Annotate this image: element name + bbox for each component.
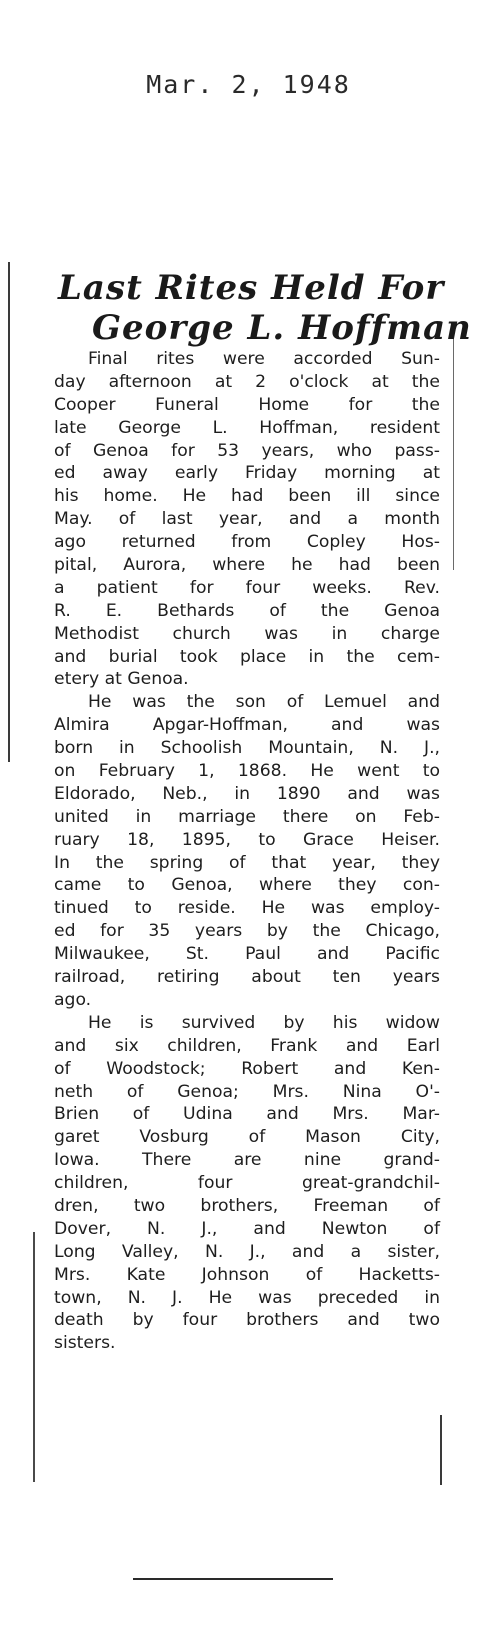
text-line: came to Genoa, where they con- — [54, 875, 440, 896]
text-line: He is survived by his widow — [88, 1012, 440, 1033]
text-line: etery at Genoa. — [54, 669, 189, 690]
obituary-body — [54, 348, 440, 1355]
text-line: tinued to reside. He was employ- — [54, 898, 440, 919]
text-line: on February 1, 1868. He went to — [54, 761, 440, 782]
end-rule — [133, 1578, 333, 1580]
clipping-date: Mar. 2, 1948 — [146, 70, 351, 99]
text-line: Almira Apgar-Hoffman, and was — [54, 715, 440, 736]
text-line: Dover, N. J., and Newton of — [54, 1218, 440, 1239]
text-line: Milwaukee, St. Paul and Pacific — [54, 944, 440, 965]
text-line: In the spring of that year, they — [54, 852, 440, 873]
text-line: united in marriage there on Feb- — [54, 806, 440, 827]
text-line: May. of last year, and a month — [54, 509, 440, 530]
text-line: R. E. Bethards of the Genoa — [54, 600, 440, 621]
column-rule-right — [453, 330, 454, 570]
text-line: ago. — [54, 989, 92, 1010]
text-line: garet Vosburg of Mason City, — [54, 1127, 440, 1148]
headline-line-1: Last Rites Held For — [58, 268, 445, 308]
text-line: his home. He had been ill since — [54, 486, 440, 507]
text-line: Long Valley, N. J., and a sister, — [54, 1241, 440, 1262]
text-line: day afternoon at 2 o'clock at the — [54, 371, 440, 392]
text-line: a patient for four weeks. Rev. — [54, 577, 440, 598]
text-line: neth of Genoa; Mrs. Nina O'- — [54, 1081, 440, 1102]
text-line: Mrs. Kate Johnson of Hacketts- — [54, 1264, 440, 1285]
text-line: children, four great-grandchil- — [54, 1173, 440, 1194]
text-line: ed away early Friday morning at — [54, 463, 440, 484]
text-line: born in Schoolish Mountain, N. J., — [54, 738, 440, 759]
text-line: town, N. J. He was preceded in — [54, 1287, 440, 1308]
headline-line-2: George L. Hoffman — [92, 308, 472, 348]
paragraph-1 — [54, 348, 440, 691]
text-line: and burial took place in the cem- — [54, 646, 440, 667]
text-line: Brien of Udina and Mrs. Mar- — [54, 1104, 440, 1125]
text-line: ruary 18, 1895, to Grace Heiser. — [54, 829, 440, 850]
column-rule-right-lower — [440, 1415, 442, 1485]
text-line: dren, two brothers, Freeman of — [54, 1195, 440, 1216]
text-line: late George L. Hoffman, resident — [54, 417, 440, 438]
text-line: He was the son of Lemuel and — [88, 692, 440, 713]
text-line: Methodist church was in charge — [54, 623, 440, 644]
text-line: Cooper Funeral Home for the — [54, 394, 440, 415]
paragraph-3 — [54, 1012, 440, 1355]
text-line: and six children, Frank and Earl — [54, 1035, 440, 1056]
text-line: sisters. — [54, 1333, 116, 1354]
text-line: of Woodstock; Robert and Ken- — [54, 1058, 440, 1079]
text-line: Eldorado, Neb., in 1890 and was — [54, 783, 440, 804]
text-line: ed for 35 years by the Chicago, — [54, 921, 440, 942]
text-line: railroad, retiring about ten years — [54, 967, 440, 988]
column-rule-left — [8, 262, 10, 762]
paragraph-2 — [54, 691, 440, 1011]
text-line: ago returned from Copley Hos- — [54, 532, 440, 553]
text-line: of Genoa for 53 years, who pass- — [54, 440, 440, 461]
text-line: Iowa. There are nine grand- — [54, 1150, 440, 1171]
column-rule-left-lower — [33, 1232, 35, 1482]
text-line: Final rites were accorded Sun- — [88, 349, 440, 369]
text-line: pital, Aurora, where he had been — [54, 555, 440, 576]
text-line: death by four brothers and two — [54, 1310, 440, 1331]
